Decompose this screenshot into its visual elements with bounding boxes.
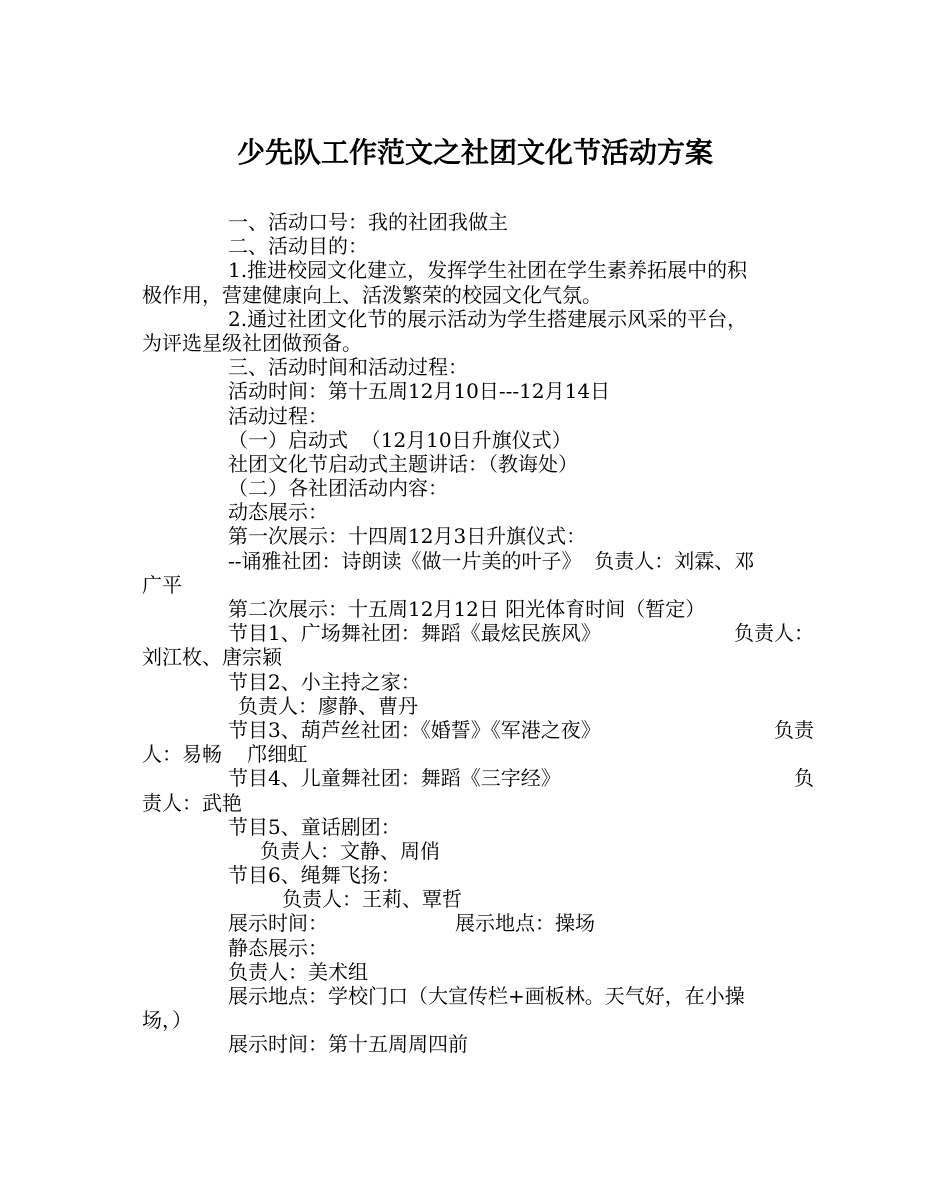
paragraph-line: 社团文化节启动式主题讲话：（教诲处） <box>228 451 578 476</box>
paragraph-line: 第一次展示：十四周12月3日升旗仪式： <box>228 524 587 549</box>
program-item-3: 节目3、葫芦丝社团：《婚誓》《军港之夜》 <box>228 717 601 742</box>
paragraph-line: 负责人：文静、周俏 <box>260 838 440 863</box>
document-body <box>142 210 814 1057</box>
paragraph-line: 活动时间：第十五周12月10日---12月14日 <box>228 379 611 404</box>
paragraph-line: （二）各社团活动内容： <box>228 476 448 501</box>
paragraph-line: 三、活动时间和活动过程： <box>228 355 468 380</box>
document-title: 少先队工作范文之社团文化节活动方案 <box>236 136 713 169</box>
paragraph-line: 动态展示： <box>228 500 328 525</box>
paragraph-line: 1.推进校园文化建立，发挥学生社团在学生素养拓展中的积 <box>228 258 748 283</box>
paragraph-line: 节目6、绳舞飞扬： <box>228 863 401 888</box>
paragraph-line: 展示时间：第十五周周四前 <box>228 1032 468 1057</box>
paragraph-line: 2.通过社团文化节的展示活动为学生搭建展示风采的平台， <box>228 306 748 331</box>
paragraph-line: （一）启动式 （12月10日升旗仪式） <box>228 427 572 452</box>
paragraph-line <box>142 718 814 742</box>
paragraph-line: 广平 <box>142 572 182 597</box>
paragraph-line: 人：易畅 邝细虹 <box>142 742 308 767</box>
paragraph-line: 展示地点：学校门口（大宣传栏+画板林。天气好，在小操 <box>228 984 745 1008</box>
paragraph-line: 活动过程： <box>228 403 328 428</box>
program-item-1: 节目1、广场舞社团：舞蹈《最炫民族风》 <box>228 621 601 646</box>
program-item-4: 节目4、儿童舞社团：舞蹈《三字经》 <box>228 766 561 791</box>
paragraph-line: 节目5、童话剧团： <box>228 814 401 839</box>
program-owner-label: 负 <box>794 766 814 791</box>
paragraph-line: 场，） <box>142 1008 192 1033</box>
paragraph-line: 责人：武艳 <box>142 790 242 815</box>
paragraph-line: 刘江枚、唐宗颖 <box>142 645 282 670</box>
paragraph-line: 第二次展示：十五周12月12日 阳光体育时间（暂定） <box>228 597 706 621</box>
paragraph-line <box>142 911 814 935</box>
paragraph-line: 负责人：王莉、覃哲 <box>282 887 462 912</box>
paragraph-line <box>142 621 814 645</box>
paragraph-line: 极作用，营建健康向上、活泼繁荣的校园文化气氛。 <box>142 282 602 307</box>
paragraph-line: 节目2、小主持之家： <box>228 669 421 694</box>
program-owner-label: 负责 <box>774 717 814 742</box>
paragraph-line: 二、活动目的： <box>228 234 368 259</box>
paragraph-line: 一、活动口号：我的社团我做主 <box>228 210 508 234</box>
paragraph-line: 静态展示： <box>228 935 328 960</box>
display-location-label: 展示地点：操场 <box>455 911 595 936</box>
paragraph-line <box>142 766 814 790</box>
paragraph-line: 为评选星级社团做预备。 <box>142 330 362 355</box>
paragraph-line: --诵雅社团：诗朗读《做一片美的叶子》 负责人：刘霖、邓 <box>228 548 755 573</box>
paragraph-line: 负责人：美术组 <box>228 959 368 984</box>
paragraph-line: 负责人：廖静、曹丹 <box>238 693 418 718</box>
display-time-label: 展示时间： <box>228 911 328 936</box>
program-owner-label: 负责人： <box>734 621 814 646</box>
